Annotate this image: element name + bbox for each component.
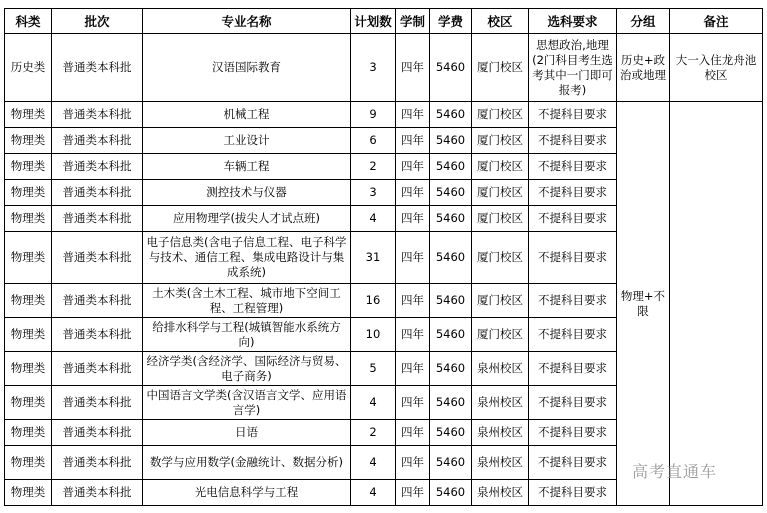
cell-years: 四年 [396, 352, 430, 386]
cell-batch: 普通类本科批 [52, 154, 143, 180]
cell-years: 四年 [396, 420, 430, 446]
cell-requirement: 不提科目要求 [529, 446, 617, 480]
watermark: 高考直通车 [632, 462, 718, 481]
cell-major: 电子信息类(含电子信息工程、电子科学与技术、通信工程、集成电路设计与集成系统) [143, 232, 351, 284]
cell-requirement: 思想政治,地理(2门科目考生选考其中一门即可报考) [529, 34, 617, 102]
cell-major: 测控技术与仪器 [143, 180, 351, 206]
cell-fee: 5460 [430, 232, 472, 284]
cell-major: 给排水科学与工程(城镇智能水系统方向) [143, 318, 351, 352]
cell-count: 5 [351, 352, 396, 386]
header-requirement: 选科要求 [529, 9, 617, 34]
cell-requirement: 不提科目要求 [529, 318, 617, 352]
cell-category: 物理类 [5, 420, 52, 446]
cell-batch: 普通类本科批 [52, 180, 143, 206]
cell-years: 四年 [396, 232, 430, 284]
cell-count: 10 [351, 318, 396, 352]
cell-category: 物理类 [5, 232, 52, 284]
cell-requirement: 不提科目要求 [529, 180, 617, 206]
cell-batch: 普通类本科批 [52, 420, 143, 446]
cell-count: 6 [351, 128, 396, 154]
cell-batch: 普通类本科批 [52, 446, 143, 480]
cell-years: 四年 [396, 34, 430, 102]
cell-campus: 厦门校区 [472, 206, 529, 232]
cell-fee: 5460 [430, 480, 472, 506]
header-group: 分组 [617, 9, 670, 34]
cell-fee: 5460 [430, 180, 472, 206]
cell-fee: 5460 [430, 206, 472, 232]
cell-years: 四年 [396, 446, 430, 480]
cell-campus: 泉州校区 [472, 420, 529, 446]
cell-years: 四年 [396, 318, 430, 352]
cell-batch: 普通类本科批 [52, 352, 143, 386]
cell-fee: 5460 [430, 352, 472, 386]
cell-category: 物理类 [5, 180, 52, 206]
cell-category: 历史类 [5, 34, 52, 102]
cell-note: 大一入住龙舟池校区 [670, 34, 763, 102]
cell-requirement: 不提科目要求 [529, 480, 617, 506]
admission-plan-table [4, 8, 763, 506]
cell-fee: 5460 [430, 154, 472, 180]
cell-major: 车辆工程 [143, 154, 351, 180]
table-row [5, 102, 763, 128]
cell-group: 历史+政治或地理 [617, 34, 670, 102]
cell-fee: 5460 [430, 420, 472, 446]
cell-count: 31 [351, 232, 396, 284]
cell-category: 物理类 [5, 446, 52, 480]
cell-fee: 5460 [430, 102, 472, 128]
cell-requirement: 不提科目要求 [529, 352, 617, 386]
cell-major: 日语 [143, 420, 351, 446]
table-row [5, 34, 763, 102]
cell-major: 汉语国际教育 [143, 34, 351, 102]
cell-years: 四年 [396, 284, 430, 318]
cell-count: 4 [351, 386, 396, 420]
cell-category: 物理类 [5, 386, 52, 420]
cell-major: 土木类(含土木工程、城市地下空间工程、工程管理) [143, 284, 351, 318]
cell-years: 四年 [396, 128, 430, 154]
cell-batch: 普通类本科批 [52, 284, 143, 318]
header-major: 专业名称 [143, 9, 351, 34]
cell-category: 物理类 [5, 480, 52, 506]
cell-campus: 泉州校区 [472, 352, 529, 386]
cell-fee: 5460 [430, 284, 472, 318]
cell-campus: 泉州校区 [472, 386, 529, 420]
cell-years: 四年 [396, 154, 430, 180]
cell-major: 光电信息科学与工程 [143, 480, 351, 506]
cell-years: 四年 [396, 102, 430, 128]
cell-count: 4 [351, 480, 396, 506]
cell-count: 4 [351, 206, 396, 232]
cell-fee: 5460 [430, 34, 472, 102]
cell-category: 物理类 [5, 206, 52, 232]
cell-category: 物理类 [5, 102, 52, 128]
cell-fee: 5460 [430, 128, 472, 154]
cell-campus: 泉州校区 [472, 480, 529, 506]
cell-major: 应用物理学(拔尖人才试点班) [143, 206, 351, 232]
cell-count: 16 [351, 284, 396, 318]
cell-campus: 厦门校区 [472, 154, 529, 180]
cell-campus: 厦门校区 [472, 102, 529, 128]
cell-requirement: 不提科目要求 [529, 128, 617, 154]
cell-batch: 普通类本科批 [52, 34, 143, 102]
cell-batch: 普通类本科批 [52, 386, 143, 420]
cell-batch: 普通类本科批 [52, 128, 143, 154]
cell-count: 9 [351, 102, 396, 128]
cell-major: 经济学类(含经济学、国际经济与贸易、电子商务) [143, 352, 351, 386]
cell-campus: 厦门校区 [472, 232, 529, 284]
cell-major: 工业设计 [143, 128, 351, 154]
header-count: 计划数 [351, 9, 396, 34]
cell-campus: 厦门校区 [472, 284, 529, 318]
cell-count: 4 [351, 446, 396, 480]
cell-count: 2 [351, 154, 396, 180]
cell-category: 物理类 [5, 128, 52, 154]
cell-category: 物理类 [5, 284, 52, 318]
cell-category: 物理类 [5, 352, 52, 386]
cell-requirement: 不提科目要求 [529, 284, 617, 318]
cell-batch: 普通类本科批 [52, 232, 143, 284]
header-batch: 批次 [52, 9, 143, 34]
cell-major: 机械工程 [143, 102, 351, 128]
cell-requirement: 不提科目要求 [529, 154, 617, 180]
cell-fee: 5460 [430, 318, 472, 352]
cell-requirement: 不提科目要求 [529, 420, 617, 446]
cell-campus: 厦门校区 [472, 128, 529, 154]
header-years: 学制 [396, 9, 430, 34]
header-fee: 学费 [430, 9, 472, 34]
cell-campus: 厦门校区 [472, 34, 529, 102]
cell-batch: 普通类本科批 [52, 102, 143, 128]
cell-requirement: 不提科目要求 [529, 206, 617, 232]
cell-batch: 普通类本科批 [52, 480, 143, 506]
cell-major: 数学与应用数学(金融统计、数据分析) [143, 446, 351, 480]
cell-count: 2 [351, 420, 396, 446]
cell-count: 3 [351, 180, 396, 206]
cell-campus: 厦门校区 [472, 180, 529, 206]
cell-campus: 泉州校区 [472, 446, 529, 480]
cell-category: 物理类 [5, 154, 52, 180]
header-campus: 校区 [472, 9, 529, 34]
header-note: 备注 [670, 9, 763, 34]
cell-years: 四年 [396, 386, 430, 420]
cell-count: 3 [351, 34, 396, 102]
cell-fee: 5460 [430, 386, 472, 420]
cell-note-empty [670, 102, 763, 506]
cell-campus: 厦门校区 [472, 318, 529, 352]
cell-major: 中国语言文学类(含汉语言文学、应用语言学) [143, 386, 351, 420]
cell-years: 四年 [396, 206, 430, 232]
cell-batch: 普通类本科批 [52, 206, 143, 232]
cell-requirement: 不提科目要求 [529, 232, 617, 284]
cell-category: 物理类 [5, 318, 52, 352]
header-row [5, 9, 763, 34]
cell-batch: 普通类本科批 [52, 318, 143, 352]
cell-requirement: 不提科目要求 [529, 386, 617, 420]
cell-requirement: 不提科目要求 [529, 102, 617, 128]
cell-years: 四年 [396, 180, 430, 206]
header-category: 科类 [5, 9, 52, 34]
cell-fee: 5460 [430, 446, 472, 480]
cell-years: 四年 [396, 480, 430, 506]
cell-group-physics: 物理+不限 [617, 102, 670, 506]
